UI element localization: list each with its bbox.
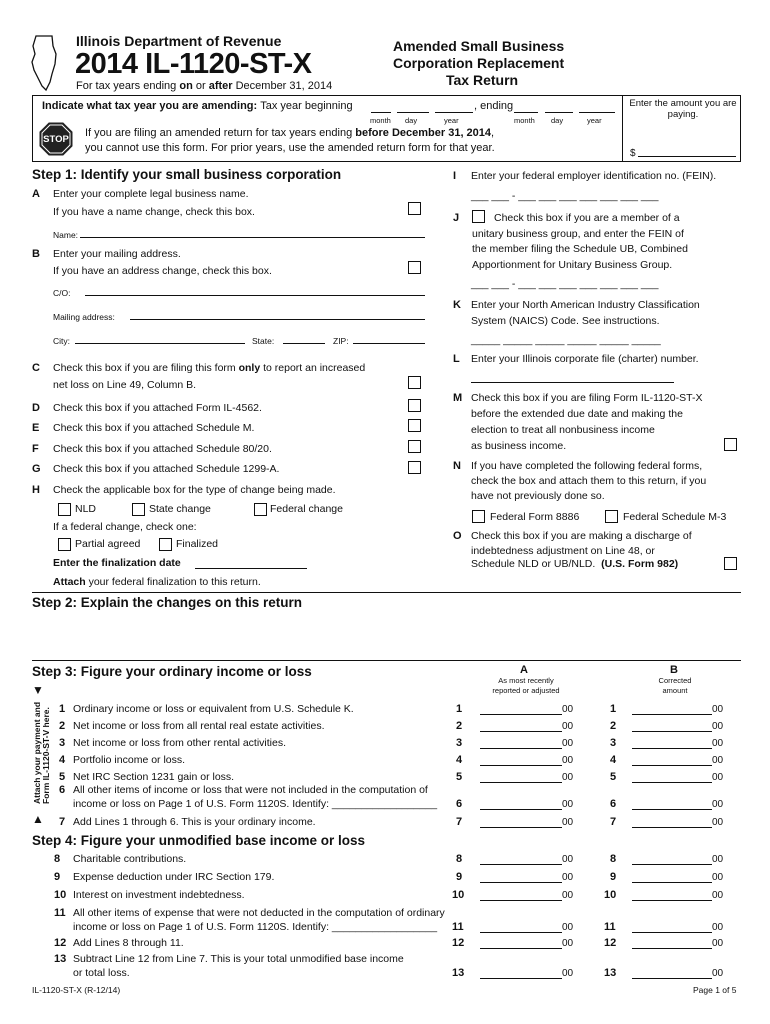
payment-box-divider — [622, 95, 623, 162]
line-11-number: 11 — [54, 907, 66, 919]
explain-changes-area[interactable] — [32, 614, 741, 660]
line-L-letter: L — [453, 353, 460, 365]
line-3-colA-cents: 00 — [562, 738, 574, 749]
begin-year-blank[interactable] — [435, 112, 473, 113]
partial-agreed-label: Partial agreed — [75, 538, 141, 550]
line-7-colA-cents: 00 — [562, 817, 574, 828]
line-13-colA-number: 13 — [452, 967, 465, 979]
line-M-text-3: election to treat all nonbusiness income — [471, 424, 655, 436]
line-4-colB-cents: 00 — [712, 755, 724, 766]
line-6-colB-number: 6 — [610, 798, 617, 810]
line-11-colB-amount[interactable] — [632, 932, 712, 933]
line-7-colA-number: 7 — [456, 816, 463, 828]
line-6-colB-cents: 00 — [712, 799, 724, 810]
line-4-colA-number: 4 — [456, 754, 463, 766]
finalization-date-label: Enter the finalization date — [53, 557, 181, 569]
line-N-text-1: If you have completed the following federal forms, — [471, 460, 703, 472]
line-D-checkbox[interactable] — [408, 399, 421, 412]
line-11-colA-number: 11 — [452, 921, 464, 933]
line-6-number: 6 — [59, 784, 66, 796]
line-1-colB-amount[interactable] — [632, 714, 712, 715]
line-13-description: Subtract Line 12 from Line 7. This is your total unmodified base income — [73, 953, 404, 965]
line-6-colA-amount[interactable] — [480, 809, 562, 810]
column-A-letter: A — [520, 664, 528, 676]
line-3-colA-number: 3 — [456, 737, 463, 749]
line-9-colA-amount[interactable] — [480, 882, 562, 883]
line-A-text-1: Enter your complete legal business name. — [53, 188, 249, 200]
line-H-letter: H — [32, 484, 40, 496]
line-G-text: Check this box if you attached Schedule 1299-A. — [53, 463, 280, 475]
line-J-text-3: the member filing the Schedule UB, Combined — [472, 243, 688, 255]
line-H-text: Check the applicable box for the type of change being made. — [53, 484, 336, 496]
amend-year-line: Indicate what tax year you are amending: Tax year beginning — [42, 100, 353, 112]
line-6-colA-number: 6 — [456, 798, 463, 810]
line-O-text-2: indebtedness adjustment on Line 48, or — [471, 545, 655, 557]
finalized-label: Finalized — [176, 538, 219, 550]
line-10-colB-cents: 00 — [712, 890, 724, 901]
line-K-letter: K — [453, 299, 461, 311]
line-8-colB-number: 8 — [610, 853, 617, 865]
line-12-number: 12 — [54, 937, 67, 949]
begin-month-blank[interactable] — [371, 112, 391, 113]
co-field[interactable] — [85, 295, 425, 296]
schedule-m3-label: Federal Schedule M-3 — [623, 511, 727, 523]
line-3-description: Net income or loss from other rental activities. — [73, 737, 286, 749]
name-label: Name: — [53, 230, 79, 240]
unitary-fein-field[interactable]: ___ ___ - ___ ___ ___ ___ ___ ___ ___ — [471, 278, 659, 290]
state-change-checkbox[interactable] — [132, 503, 145, 516]
line-13-colB-amount[interactable] — [632, 978, 712, 979]
illinois-state-outline-icon — [30, 34, 60, 92]
line-1-colA-amount[interactable] — [480, 714, 562, 715]
line-C-letter: C — [32, 362, 40, 374]
line-13-colA-cents: 00 — [562, 968, 574, 979]
line-7-colB-amount[interactable] — [632, 827, 712, 828]
line-12-colA-amount[interactable] — [480, 948, 562, 949]
line-9-colB-number: 9 — [610, 871, 617, 883]
line-12-description: Add Lines 8 through 11. — [73, 937, 184, 949]
column-A-caption-2: reported or adjusted — [492, 686, 560, 695]
line-O-checkbox[interactable] — [724, 557, 737, 570]
line-1-number: 1 — [59, 703, 66, 715]
line-9-colA-number: 9 — [456, 871, 463, 883]
line-8-colA-number: 8 — [456, 853, 463, 865]
city-field[interactable] — [75, 343, 245, 344]
stop-sign-text: STOP — [43, 134, 69, 145]
line-3-colB-number: 3 — [610, 737, 617, 749]
line-5-number: 5 — [59, 771, 66, 783]
line-J-text-2: unitary business group, and enter the FEIN of — [472, 228, 684, 240]
line-B-letter: B — [32, 248, 40, 260]
begin-year-caption: year — [444, 116, 459, 125]
column-A-caption-1: As most recently — [498, 676, 554, 685]
end-day-blank[interactable] — [545, 112, 573, 113]
line-7-description: Add Lines 1 through 6. This is your ordinary income. — [73, 816, 316, 828]
line-11-description: All other items of expense that were not deducted in the computation of ordinary — [73, 907, 445, 919]
line-3-number: 3 — [59, 737, 66, 749]
line-7-colB-number: 7 — [610, 816, 617, 828]
line-12-colB-amount[interactable] — [632, 948, 712, 949]
line-B-text-2: If you have an address change, check this box. — [53, 265, 272, 277]
begin-day-caption: day — [405, 116, 418, 125]
line-5-colA-number: 5 — [456, 771, 463, 783]
line-13-colA-amount[interactable] — [480, 978, 562, 979]
state-change-label: State change — [149, 503, 211, 515]
line-M-text-2: before the extended due date and making the — [471, 408, 683, 420]
schedule-m3-checkbox[interactable] — [605, 510, 618, 523]
step3-rule — [32, 660, 741, 661]
line-5-colA-amount[interactable] — [480, 782, 562, 783]
line-13-colB-cents: 00 — [712, 968, 724, 979]
line-9-description: Expense deduction under IRC Section 179. — [73, 871, 275, 883]
form-revision-id: IL-1120-ST-X (R-12/14) — [32, 985, 121, 995]
line-C-text-1: Check this box if you are filing this form only to report an increased — [53, 362, 366, 374]
line-5-colB-amount[interactable] — [632, 782, 712, 783]
line-J-letter: J — [453, 212, 460, 224]
line-2-colA-cents: 00 — [562, 721, 574, 732]
line-2-colB-amount[interactable] — [632, 731, 712, 732]
line-8-colA-cents: 00 — [562, 854, 574, 865]
line-L-text: Enter your Illinois corporate file (charter) number. — [471, 353, 699, 365]
line-13-colB-number: 13 — [604, 967, 617, 979]
zip-label: ZIP: — [333, 336, 349, 346]
nld-label: NLD — [75, 503, 97, 515]
line-E-text: Check this box if you attached Schedule M. — [53, 422, 255, 434]
line-1-colA-number: 1 — [456, 703, 463, 715]
line-G-checkbox[interactable] — [408, 461, 421, 474]
line-4-number: 4 — [59, 754, 66, 766]
line-4-colB-number: 4 — [610, 754, 617, 766]
line-C-checkbox[interactable] — [408, 376, 421, 389]
line-G-letter: G — [32, 463, 41, 475]
line-K-text-1: Enter your North American Industry Classification — [471, 299, 700, 311]
line-12-colA-number: 12 — [452, 937, 465, 949]
line-7-colA-amount[interactable] — [480, 827, 562, 828]
line-7-number: 7 — [59, 816, 66, 828]
line-3-colA-amount[interactable] — [480, 748, 562, 749]
line-11-colA-amount[interactable] — [480, 932, 562, 933]
line-13-number: 13 — [54, 953, 67, 965]
line-11-colA-cents: 00 — [562, 922, 574, 933]
form-8886-label: Federal Form 8886 — [490, 511, 580, 523]
line-1-colB-cents: 00 — [712, 704, 724, 715]
line-6-colA-cents: 00 — [562, 799, 574, 810]
begin-month-caption: month — [370, 116, 391, 125]
line-5-colA-cents: 00 — [562, 772, 574, 783]
step3-heading: Step 3: Figure your ordinary income or loss — [32, 664, 312, 679]
line-M-letter: M — [453, 392, 463, 404]
line-3-colB-cents: 00 — [712, 738, 724, 749]
line-4-colB-amount[interactable] — [632, 765, 712, 766]
co-label: C/O: — [53, 288, 71, 298]
line-10-colA-amount[interactable] — [480, 900, 562, 901]
line-K-text-2: System (NAICS) Code. See instructions. — [471, 315, 660, 327]
address-change-checkbox[interactable] — [408, 261, 421, 274]
line-M-text-4: as business income. — [471, 440, 567, 452]
line-9-colB-cents: 00 — [712, 872, 724, 883]
line-F-letter: F — [32, 443, 39, 455]
line-2-colA-number: 2 — [456, 720, 463, 732]
line-J-checkbox[interactable] — [472, 210, 485, 223]
attach-finalization-note: Attach your federal finalization to this return. — [53, 576, 261, 588]
line-E-checkbox[interactable] — [408, 419, 421, 432]
line-A-letter: A — [32, 188, 40, 200]
line-D-text: Check this box if you attached Form IL-4562. — [53, 402, 262, 414]
form-title: 2014 IL-1120-ST-X — [75, 48, 312, 80]
line-A-text-2: If you have a name change, check this box. — [53, 206, 255, 218]
line-8-description: Charitable contributions. — [73, 853, 187, 865]
line-E-letter: E — [32, 422, 40, 434]
end-year-blank[interactable] — [579, 112, 615, 113]
line-N-text-2: check the box and attach them to this return, if you — [471, 475, 707, 487]
line-8-colB-cents: 00 — [712, 854, 724, 865]
line-1-colA-cents: 00 — [562, 704, 574, 715]
line-N-text-3: have not previously done so. — [471, 490, 605, 502]
line-O-text-1: Check this box if you are making a discharge of — [471, 530, 692, 542]
mailing-address-field[interactable] — [130, 319, 425, 320]
name-change-checkbox[interactable] — [408, 202, 421, 215]
line-O-letter: O — [453, 530, 462, 542]
mailing-address-label: Mailing address: — [53, 312, 115, 322]
payment-amount-field[interactable] — [638, 156, 736, 157]
end-day-caption: day — [551, 116, 564, 125]
line-1-description: Ordinary income or loss or equivalent from U.S. Schedule K. — [73, 703, 354, 715]
finalized-checkbox[interactable] — [159, 538, 172, 551]
up-arrow-icon: ▲ — [32, 812, 44, 826]
line-5-colB-number: 5 — [610, 771, 617, 783]
line-3-colB-amount[interactable] — [632, 748, 712, 749]
agency-name: Illinois Department of Revenue — [76, 33, 282, 49]
end-month-caption: month — [514, 116, 535, 125]
line-5-colB-cents: 00 — [712, 772, 724, 783]
step2-rule — [32, 592, 741, 593]
line-6-description-2: income or loss on Page 1 of U.S. Form 1120S. Identify: __________________ — [73, 798, 438, 810]
line-8-colA-amount[interactable] — [480, 864, 562, 865]
name-field[interactable] — [80, 237, 425, 238]
line-11-colB-number: 11 — [604, 921, 616, 933]
line-10-number: 10 — [54, 889, 67, 901]
form-subtitle-1: Amended Small Business — [393, 38, 565, 54]
line-12-colB-number: 12 — [604, 937, 617, 949]
line-10-colB-amount[interactable] — [632, 900, 712, 901]
line-2-colA-amount[interactable] — [480, 731, 562, 732]
line-7-colB-cents: 00 — [712, 817, 724, 828]
page-number: Page 1 of 5 — [693, 985, 737, 995]
fein-field[interactable]: ___ ___ - ___ ___ ___ ___ ___ ___ ___ — [471, 190, 659, 202]
if-federal-label: If a federal change, check one: — [53, 521, 197, 533]
line-4-colA-amount[interactable] — [480, 765, 562, 766]
column-B-caption-1: Corrected — [658, 676, 692, 685]
line-D-letter: D — [32, 402, 40, 414]
line-12-colB-cents: 00 — [712, 938, 724, 949]
line-12-colA-cents: 00 — [562, 938, 574, 949]
attach-payment-side-text-1: Attach your payment and — [32, 701, 42, 804]
line-2-number: 2 — [59, 720, 66, 732]
line-F-text: Check this box if you attached Schedule 80/20. — [53, 443, 272, 455]
line-10-colA-number: 10 — [452, 889, 465, 901]
line-J-text-1: Check this box if you are a member of a — [494, 212, 680, 224]
line-I-text: Enter your federal employer identification no. (FEIN). — [471, 170, 717, 182]
warning-line-1: If you are filing an amended return for tax years ending before December 31, 2014, — [85, 127, 495, 139]
form-subtitle-3: Tax Return — [446, 72, 519, 88]
line-8-number: 8 — [54, 853, 61, 865]
warning-line-2: you cannot use this form. For prior years, use the amended return form for that year. — [85, 142, 495, 154]
line-5-description: Net IRC Section 1231 gain or loss. — [73, 771, 235, 783]
federal-change-checkbox[interactable] — [254, 503, 267, 516]
down-arrow-icon: ▼ — [32, 683, 44, 697]
line-2-description: Net income or loss from all rental real estate activities. — [73, 720, 325, 732]
line-9-number: 9 — [54, 871, 61, 883]
nld-checkbox[interactable] — [58, 503, 71, 516]
column-B-letter: B — [670, 664, 678, 676]
begin-day-blank[interactable] — [397, 112, 429, 113]
step1-heading: Step 1: Identify your small business corporation — [32, 167, 342, 182]
naics-field[interactable]: _____ _____ _____ _____ _____ _____ — [471, 334, 661, 346]
line-13-description-2: or total loss. — [73, 967, 130, 979]
line-1-colB-number: 1 — [610, 703, 617, 715]
partial-agreed-checkbox[interactable] — [58, 538, 71, 551]
city-label: City: — [53, 336, 70, 346]
line-8-colB-amount[interactable] — [632, 864, 712, 865]
form-8886-checkbox[interactable] — [472, 510, 485, 523]
line-2-colB-number: 2 — [610, 720, 617, 732]
ending-label: , ending — [474, 100, 514, 112]
attach-payment-side-text-2: Form IL-1120-ST-V here. — [41, 707, 51, 804]
state-label: State: — [252, 336, 275, 346]
zip-field[interactable] — [353, 343, 425, 344]
line-2-colB-cents: 00 — [712, 721, 724, 732]
line-4-colA-cents: 00 — [562, 755, 574, 766]
finalization-date-field[interactable] — [195, 568, 307, 569]
line-B-text-1: Enter your mailing address. — [53, 248, 181, 260]
line-11-colB-cents: 00 — [712, 922, 724, 933]
form-subtitle-2: Corporation Replacement — [393, 55, 565, 71]
line-6-colB-amount[interactable] — [632, 809, 712, 810]
line-4-description: Portfolio income or loss. — [73, 754, 186, 766]
line-N-letter: N — [453, 460, 461, 472]
line-J-text-4: Apportionment for Unitary Business Group. — [472, 259, 673, 271]
state-field[interactable] — [283, 343, 325, 344]
column-B-caption-2: amount — [662, 686, 688, 695]
step2-heading: Step 2: Explain the changes on this return — [32, 595, 303, 610]
line-M-text-1: Check this box if you are filing Form IL-1120-ST-X — [471, 392, 703, 404]
dollar-sign: $ — [630, 148, 636, 159]
step4-heading: Step 4: Figure your unmodified base income or loss — [32, 833, 366, 848]
line-C-text-2: net loss on Line 49, Column B. — [53, 379, 197, 391]
line-6-description: All other items of income or loss that were not included in the computation of — [73, 784, 428, 796]
charter-number-field[interactable] — [471, 382, 674, 383]
line-F-checkbox[interactable] — [408, 440, 421, 453]
line-I-letter: I — [453, 170, 457, 182]
line-10-colA-cents: 00 — [562, 890, 574, 901]
line-9-colB-amount[interactable] — [632, 882, 712, 883]
line-11-description-2: income or loss on Page 1 of U.S. Form 1120S. Identify: __________________ — [73, 921, 438, 933]
line-O-text-3: Schedule NLD or UB/NLD. (U.S. Form 982) — [471, 558, 679, 570]
end-year-caption: year — [587, 116, 602, 125]
payment-label: Enter the amount you are paying. — [629, 98, 737, 120]
tax-year-note: For tax years ending on or after December 31, 2014 — [76, 80, 333, 92]
line-10-description: Interest on investment indebtedness. — [73, 889, 245, 901]
end-month-blank[interactable] — [514, 112, 538, 113]
line-10-colB-number: 10 — [604, 889, 617, 901]
line-M-checkbox[interactable] — [724, 438, 737, 451]
federal-change-label: Federal change — [270, 503, 343, 515]
line-9-colA-cents: 00 — [562, 872, 574, 883]
